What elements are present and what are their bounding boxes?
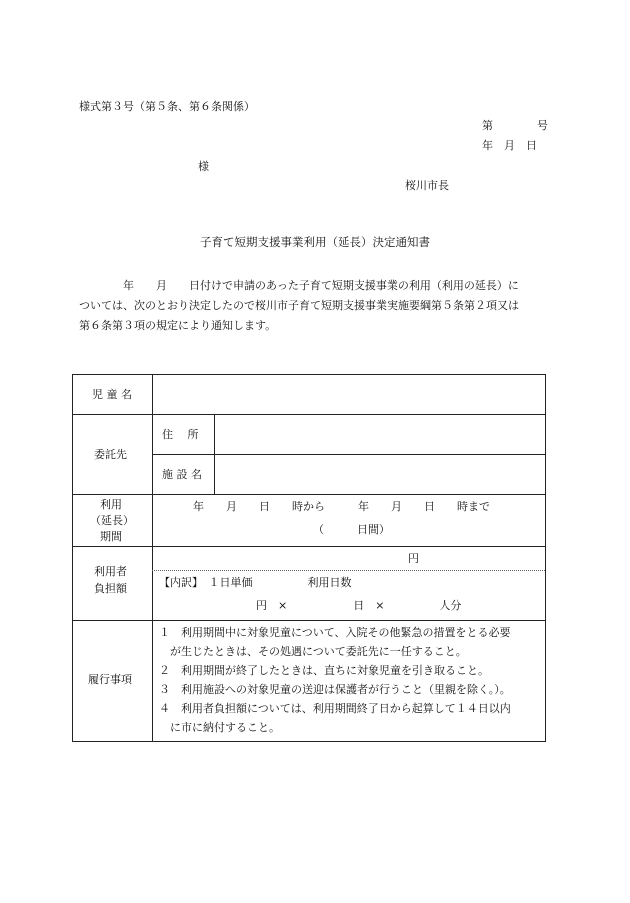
issue-date: 年 月 日	[482, 139, 537, 152]
period-label-1: 利用	[100, 498, 122, 511]
period-label-3: 期間	[100, 530, 122, 543]
facility-label: 施 設 名	[162, 468, 202, 481]
table-divider	[72, 414, 545, 415]
body-line-1: 年 月 日付けで申請のあった子育て短期支援事業の利用（利用の延長）に	[79, 279, 519, 292]
form-number: 様式第３号（第５条、第６条関係）	[79, 100, 255, 113]
fee-label-2: 負担額	[94, 582, 127, 595]
addressee-suffix: 様	[198, 160, 209, 173]
issuer-name: 桜川市長	[405, 179, 449, 192]
duty-line: が生じたときは、その処遇について委託先に一任すること。	[159, 645, 467, 658]
table-dotted-divider	[152, 570, 545, 571]
body-line-3: 第６条第３項の規定により通知します。	[79, 319, 277, 332]
duty-line: ２ 利用期間が終了したときは、直ちに対象児童を引き取ること。	[159, 664, 489, 677]
fee-yen: 円	[408, 552, 419, 565]
table-divider	[152, 374, 153, 741]
table-divider	[72, 494, 545, 495]
duty-line: に市に納付すること。	[159, 721, 280, 734]
fee-breakdown-1: 【内訳】 １日単価 利用日数	[159, 576, 352, 589]
table-divider	[214, 414, 215, 494]
table-divider	[152, 454, 545, 455]
table-divider	[72, 620, 545, 621]
duty-line: ４ 利用者負担額については、利用期間終了日から起算して１４日以内	[159, 702, 511, 715]
duty-line: ３ 利用施設への対象児童の送迎は保護者が行うこと（里親を除く。）。	[159, 683, 511, 696]
document-title: 子育て短期支援事業利用（延長）決定通知書	[200, 235, 430, 249]
address-label: 住 所	[162, 428, 199, 441]
period-range: 年 月 日 時から 年 月 日 時まで	[193, 500, 490, 513]
period-days: （ 日間）	[313, 523, 390, 536]
consignee-label: 委託先	[94, 448, 127, 461]
document-number: 第 号	[482, 119, 548, 132]
duties-label: 履行事項	[88, 673, 132, 686]
duty-line: １ 利用期間中に対象児童について、入院その他緊急の措置をとる必要	[159, 626, 511, 639]
period-label-2: （延長）	[90, 514, 134, 527]
fee-label-1: 利用者	[94, 565, 127, 578]
body-paragraph	[79, 276, 549, 336]
body-line-2: ついては、次のとおり決定したので桜川市子育て短期支援事業実施要綱第５条第２項又は	[79, 299, 519, 312]
fee-breakdown-2: 円 × 日 × 人分	[256, 599, 462, 612]
table-divider	[72, 546, 545, 547]
child-name-label: 児 童 名	[92, 388, 132, 401]
